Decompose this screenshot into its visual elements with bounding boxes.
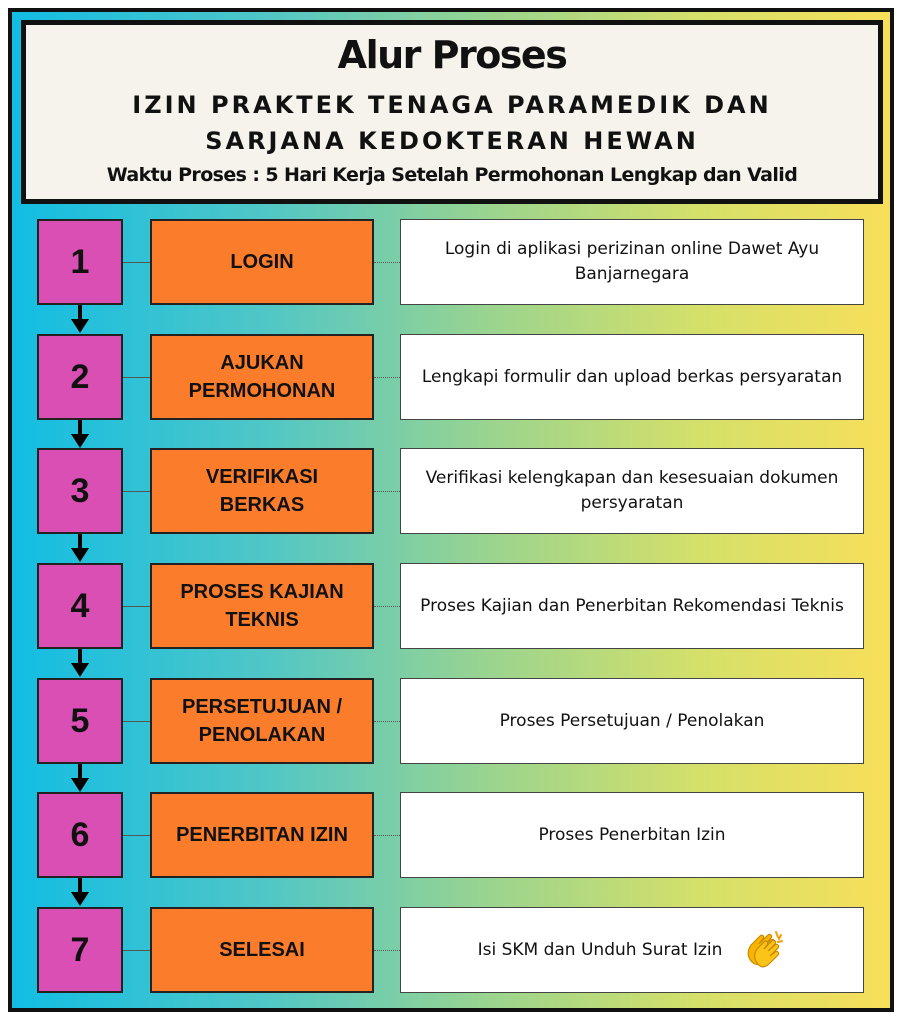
down-arrow-icon: [69, 764, 91, 792]
connector-line: [374, 377, 400, 378]
connector-line: [374, 835, 400, 836]
step-number-5: 5: [37, 678, 123, 764]
step-label-6: PENERBITAN IZIN: [150, 792, 374, 878]
connector-line: [123, 377, 150, 378]
step-description-3: Verifikasi kelengkapan dan kesesuaian dokumen persyaratan: [400, 448, 864, 534]
subtitle-line-1: IZIN PRAKTEK TENAGA PARAMEDIK DAN: [132, 91, 772, 119]
processing-time: Waktu Proses : 5 Hari Kerja Setelah Permohonan Lengkap dan Valid: [106, 164, 798, 186]
step-label-2: AJUKAN PERMOHONAN: [150, 334, 374, 420]
step-number-1: 1: [37, 219, 123, 305]
connector-line: [123, 491, 150, 492]
down-arrow-icon: [69, 534, 91, 562]
down-arrow-icon: [69, 649, 91, 677]
step-description-2: Lengkapi formulir dan upload berkas persyaratan: [400, 334, 864, 420]
connector-line: [123, 721, 150, 722]
page-title: Alur Proses: [337, 33, 567, 77]
step-description-4: Proses Kajian dan Penerbitan Rekomendasi Teknis: [400, 563, 864, 649]
step-number-6: 6: [37, 792, 123, 878]
step-label-3: VERIFIKASI BERKAS: [150, 448, 374, 534]
connector-line: [374, 262, 400, 263]
step-number-7: 7: [37, 907, 123, 993]
step-description-5: Proses Persetujuan / Penolakan: [400, 678, 864, 764]
connector-line: [123, 835, 150, 836]
connector-line: [123, 262, 150, 263]
step-number-2: 2: [37, 334, 123, 420]
connector-line: [123, 606, 150, 607]
clapping-hands-icon: [742, 928, 786, 972]
connector-line: [374, 606, 400, 607]
step-label-5: PERSETUJUAN / PENOLAKAN: [150, 678, 374, 764]
subtitle-line-2: SARJANA KEDOKTERAN HEWAN: [205, 127, 699, 155]
down-arrow-icon: [69, 420, 91, 448]
step-description-1: Login di aplikasi perizinan online Dawet Ayu Banjarnegara: [400, 219, 864, 305]
connector-line: [374, 721, 400, 722]
step-label-1: LOGIN: [150, 219, 374, 305]
down-arrow-icon: [69, 305, 91, 333]
connector-line: [123, 950, 150, 951]
step-label-4: PROSES KAJIAN TEKNIS: [150, 563, 374, 649]
step-description-7-box: [400, 907, 864, 993]
connector-line: [374, 491, 400, 492]
down-arrow-icon: [69, 878, 91, 906]
step-label-7: SELESAI: [150, 907, 374, 993]
connector-line: [374, 950, 400, 951]
step-description-6: Proses Penerbitan Izin: [400, 792, 864, 878]
step-description-7: Isi SKM dan Unduh Surat Izin: [477, 939, 723, 960]
header-panel: [21, 20, 883, 204]
step-number-4: 4: [37, 563, 123, 649]
step-number-3: 3: [37, 448, 123, 534]
